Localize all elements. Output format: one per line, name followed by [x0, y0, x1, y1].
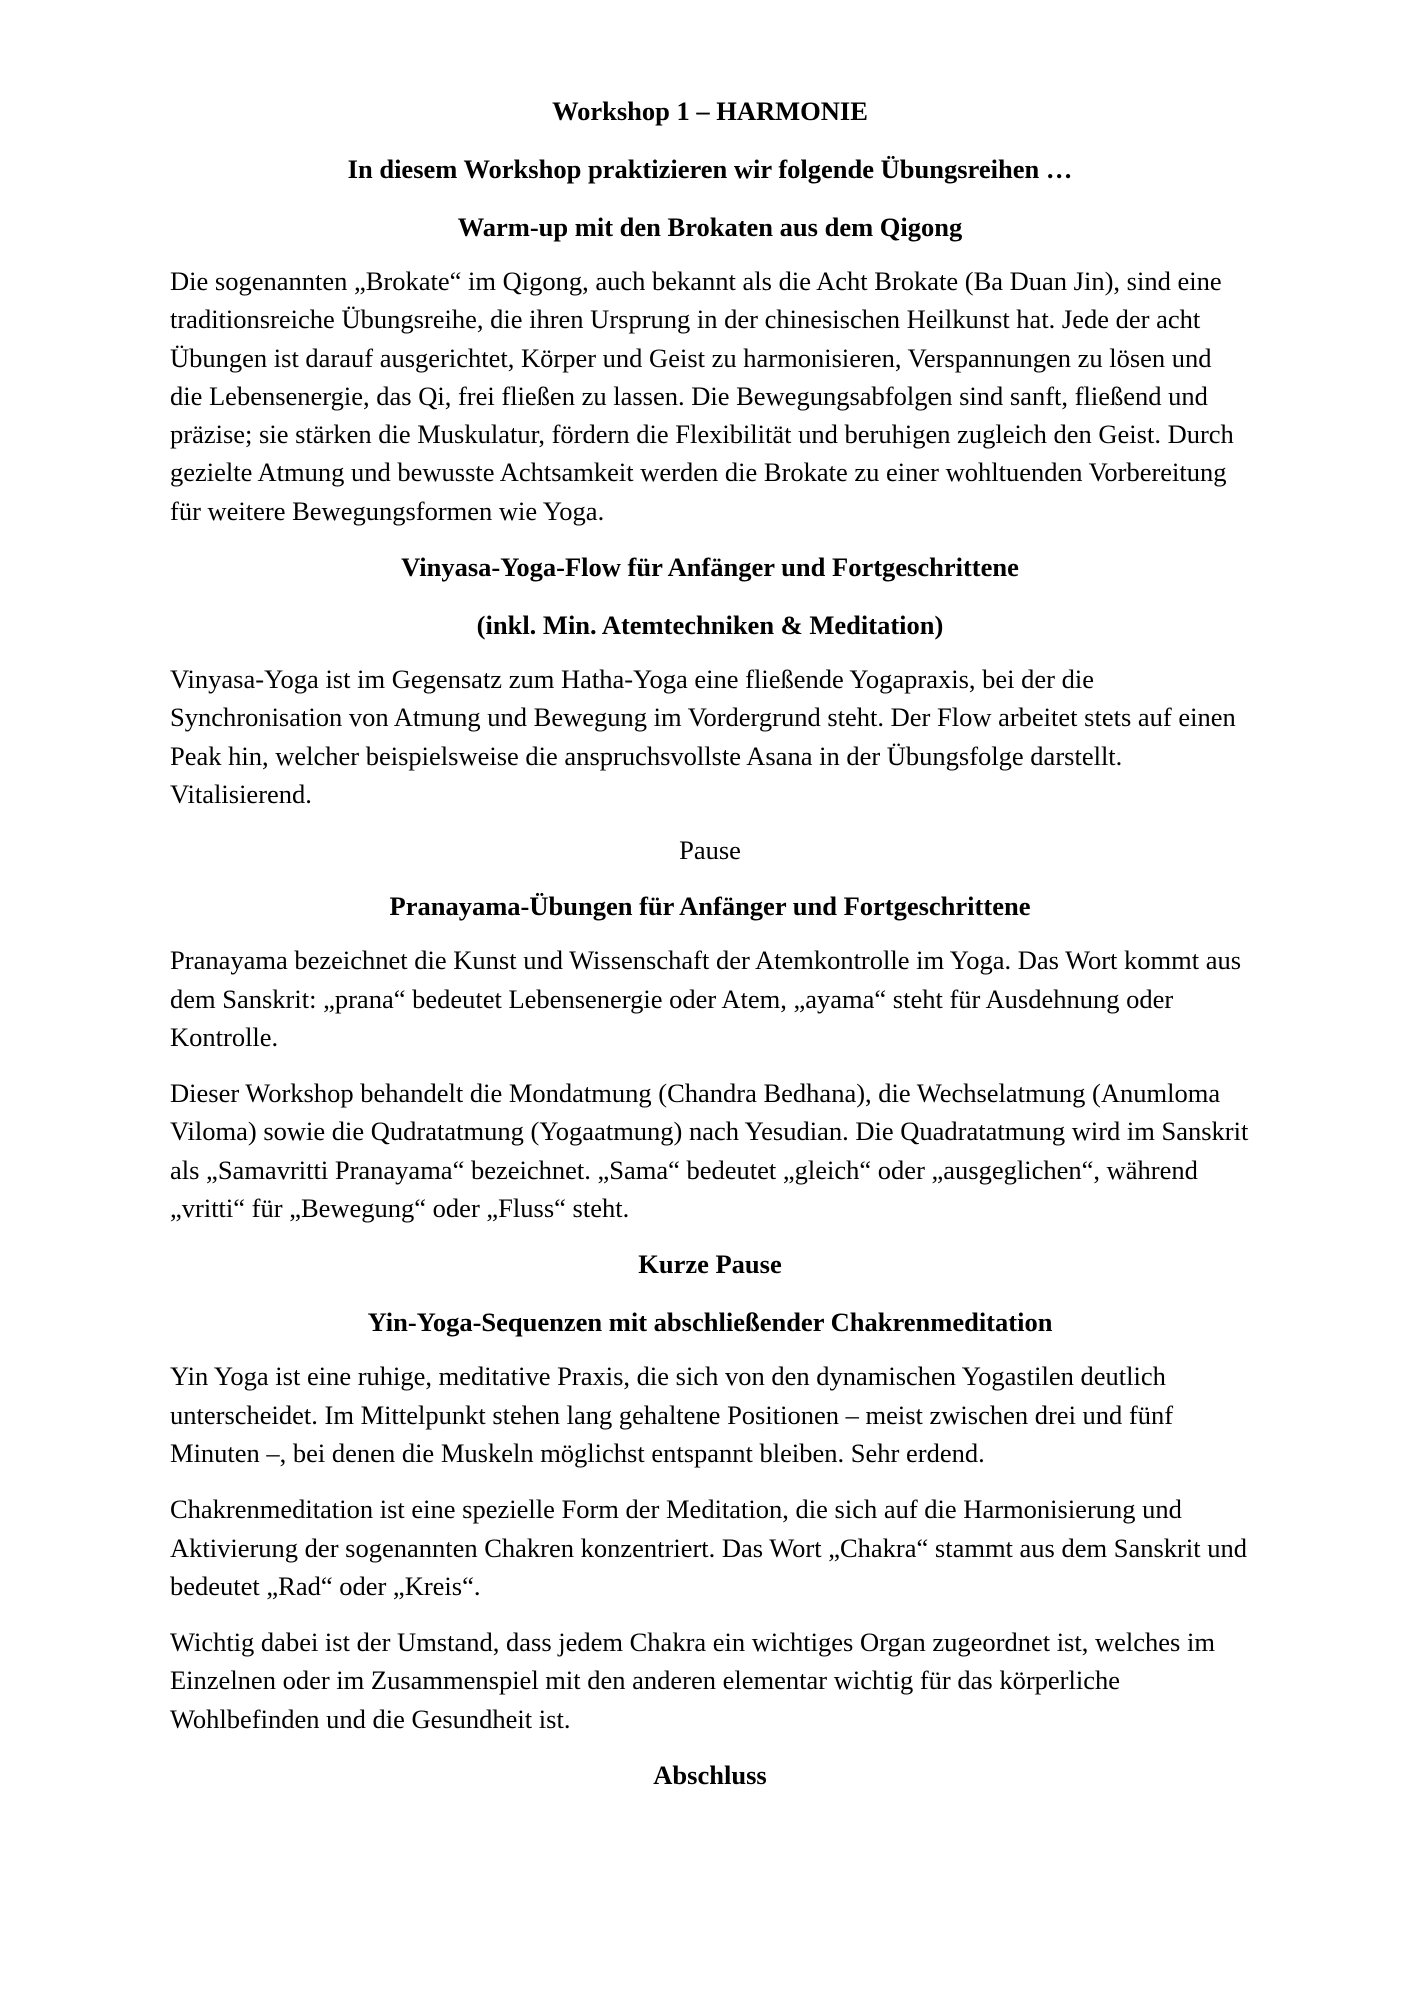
paragraph-yin-yoga-1: Yin Yoga ist eine ruhige, meditative Praxis, die sich von den dynamischen Yogastilen deutlich unterscheidet. Im Mittelpunkt stehen lang gehaltene Positionen – meist zwischen drei und fünf Minuten –, bei denen die Muskeln möglichst entspannt bleiben. Sehr erdend.	[170, 1361, 1174, 1468]
section-heading-warmup: Warm-up mit den Brokaten aus dem Qigong	[457, 212, 963, 242]
paragraph-pranayama-2: Dieser Workshop behandelt die Mondatmung (Chandra Bedhana), die Wechselatmung (Anumloma Viloma) sowie die Qudratatmung (Yogaatmung) nach Yesudian. Die Quadratatmung wird im Sanskrit als „Samavritti Pranayama“ bezeichnet. „Sama“ bedeutet „gleich“ oder „ausgeglichen“, während „vritti“ für „Bewegung“ oder „Fluss“ steht.	[170, 1078, 1249, 1224]
paragraph-vinyasa: Vinyasa-Yoga ist im Gegensatz zum Hatha-Yoga eine fließende Yogapraxis, bei der die Synchronisation von Atmung und Bewegung im Vordergrund steht. Der Flow arbeitet stets auf einen Peak hin, welcher beispielsweise die anspruchsvollste Asana in der Übungsfolge darstellt. Vitalisierend.	[170, 664, 1236, 809]
paragraph-pranayama-1: Pranayama bezeichnet die Kunst und Wissenschaft der Atemkontrolle im Yoga. Das Wort kommt aus dem Sanskrit: „prana“ bedeutet Lebensenergie oder Atem, „ayama“ steht für Ausdehnung oder Kontrolle.	[170, 945, 1242, 1052]
section-heading-vinyasa: Vinyasa-Yoga-Flow für Anfänger und Fortgeschrittene	[401, 552, 1019, 583]
closing-heading: Abschluss	[653, 1760, 767, 1791]
pause-label: Pause	[679, 835, 741, 866]
document-title: Workshop 1 – HARMONIE	[552, 96, 868, 126]
paragraph-warmup: Die sogenannten „Brokate“ im Qigong, auch bekannt als die Acht Brokate (Ba Duan Jin), sind eine traditionsreiche Übungsreihe, die ihren Ursprung in der chinesischen Heilkunst hat. Jede der acht Übungen ist darauf ausgerichtet, Körper und Geist zu harmonisieren, Verspannungen zu lösen und die Lebensenergie, das Qi, frei fließen zu lassen. Die Bewegungsabfolgen sind sanft, fließend und präzise; sie stärken die Muskulatur, fördern die Flexibilität und beruhigen zugleich den Geist. Durch gezielte Atmung und bewusste Achtsamkeit werden die Brokate zu einer wohltuenden Vorbereitung für weitere Bewegungsformen wie Yoga.	[170, 266, 1234, 526]
section-heading-yin-yoga: Yin-Yoga-Sequenzen mit abschließender Chakrenmeditation	[367, 1307, 1053, 1338]
section-subheading-vinyasa: (inkl. Min. Atemtechniken & Meditation)	[476, 610, 944, 641]
document-page	[170, 92, 1250, 1814]
short-pause-label: Kurze Pause	[638, 1249, 782, 1280]
paragraph-yin-yoga-3: Wichtig dabei ist der Umstand, dass jedem Chakra ein wichtiges Organ zugeordnet ist, welches im Einzelnen oder im Zusammenspiel mit den anderen elementar wichtig für das körperliche Wohlbefinden und die Gesundheit ist.	[170, 1627, 1215, 1734]
paragraph-yin-yoga-2: Chakrenmeditation ist eine spezielle Form der Meditation, die sich auf die Harmonisierung und Aktivierung der sogenannten Chakren konzentriert. Das Wort „Chakra“ stammt aus dem Sanskrit und bedeutet „Rad“ oder „Kreis“.	[170, 1494, 1247, 1601]
intro-heading: In diesem Workshop praktizieren wir folgende Übungsreihen …	[347, 154, 1073, 184]
section-heading-pranayama: Pranayama-Übungen für Anfänger und Fortgeschrittene	[389, 891, 1031, 922]
